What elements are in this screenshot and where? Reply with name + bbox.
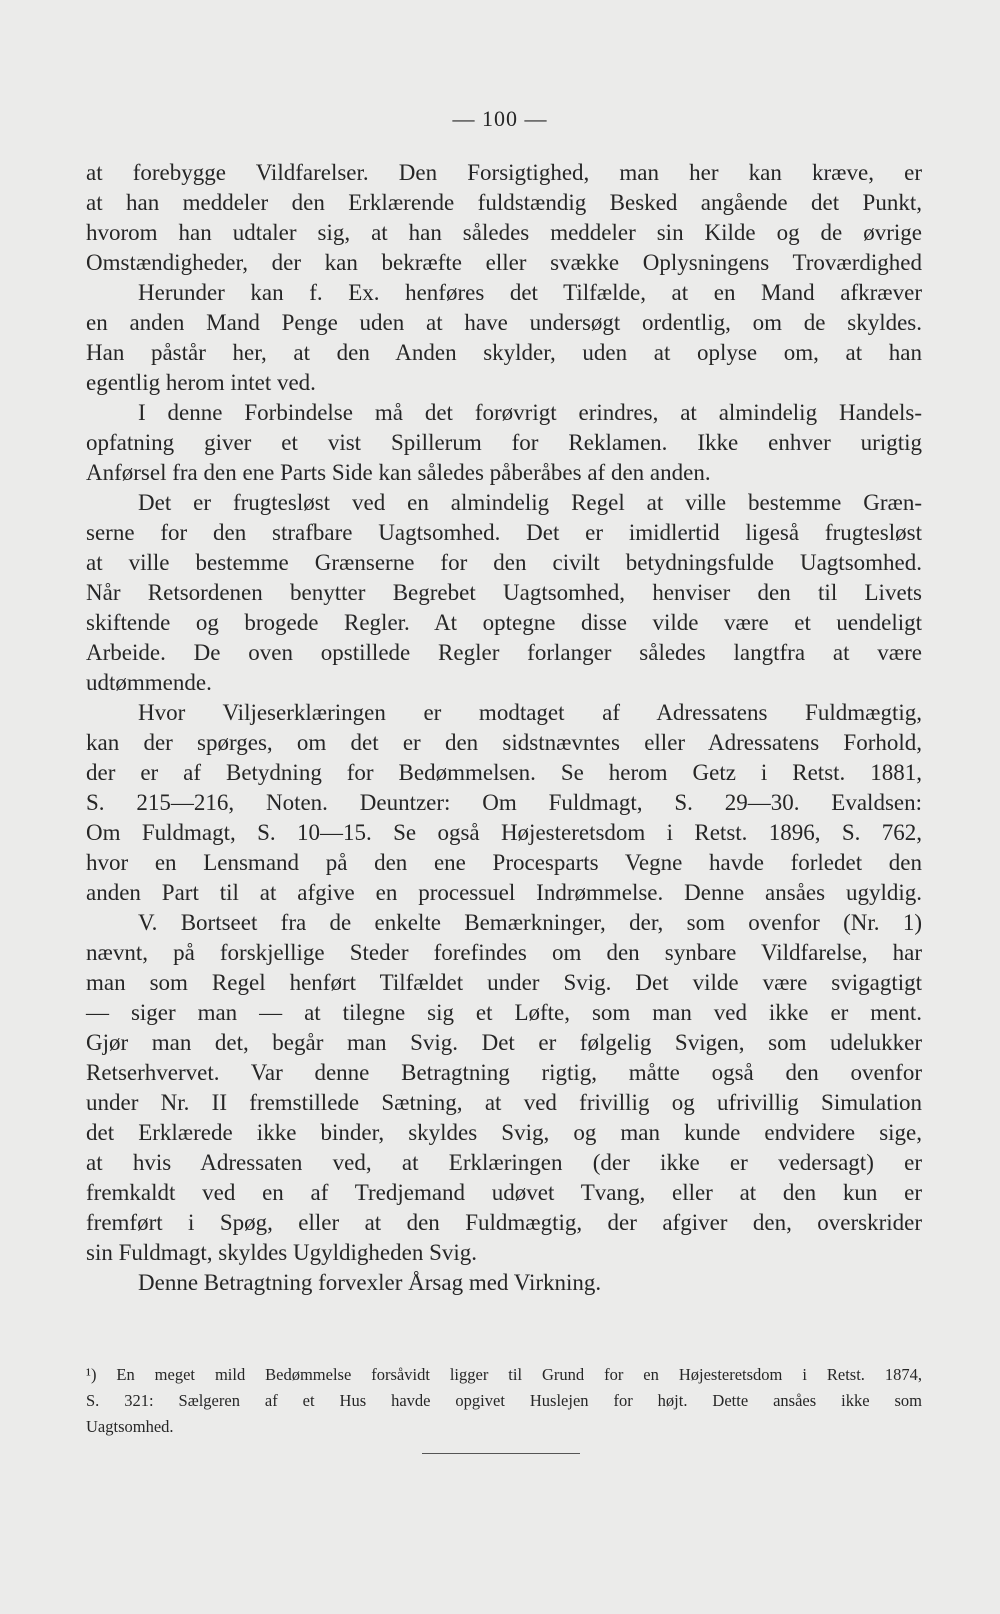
text-line: Omstændigheder, der kan bekræfte eller svække Oplysningens Troværdighed (86, 250, 922, 275)
text-line: fremført i Spøg, eller at den Fuldmægtig, der afgiver den, overskrider (86, 1210, 922, 1235)
text-line: I denne Forbindelse må det forøvrigt erindres, at almindelig Handels- (138, 400, 922, 425)
footnote-line: S. 321: Sælgeren af et Hus havde opgivet Huslejen for højt. Dette ansåes ikke som (86, 1391, 922, 1410)
page-number: — 100 — (452, 106, 548, 131)
text-line: skiftende og brogede Regler. At optegne disse vilde være et uendeligt (86, 610, 922, 635)
text-line: V. Bortseet fra de enkelte Bemærkninger, der, som ovenfor (Nr. 1) (138, 910, 922, 935)
text-line: en anden Mand Penge uden at have undersøgt ordentlig, om de skyldes. (86, 310, 922, 335)
text-line: fremkaldt ved en af Tredjemand udøvet Tvang, eller at den kun er (86, 1180, 922, 1205)
text-line: Herunder kan f. Ex. henføres det Tilfælde, at en Mand afkræver (138, 280, 922, 305)
text-line: — siger man — at tilegne sig et Løfte, som man ved ikke er ment. (86, 1000, 922, 1025)
text-line: opfatning giver et vist Spillerum for Reklamen. Ikke enhver urigtig (86, 430, 922, 455)
text-line: at han meddeler den Erklærende fuldstændig Besked angående det Punkt, (86, 190, 922, 215)
main-text (86, 158, 922, 1298)
text-line: hvorom han udtaler sig, at han således meddeler sin Kilde og de øvrige (86, 220, 922, 245)
text-line: Anførsel fra den ene Parts Side kan således påberåbes af den anden. (86, 460, 711, 485)
text-line: nævnt, på forskjellige Steder forefindes om den synbare Vildfarelse, har (86, 940, 922, 965)
text-line: egentlig herom intet ved. (86, 370, 316, 395)
text-line: Hvor Viljeserklæringen er modtaget af Adressatens Fuldmægtig, (138, 700, 922, 725)
text-line: Retserhvervet. Var denne Betragtning rigtig, måtte også den ovenfor (86, 1060, 922, 1085)
text-line: under Nr. II fremstillede Sætning, at ved frivillig og ufrivillig Simulation (86, 1090, 922, 1115)
bottom-rule (422, 1453, 580, 1454)
text-line: serne for den strafbare Uagtsomhed. Det er imidlertid ligeså frugtesløst (86, 520, 922, 545)
text-line: at hvis Adressaten ved, at Erklæringen (der ikke er vedersagt) er (86, 1150, 922, 1175)
text-line: Han påstår her, at den Anden skylder, uden at oplyse om, at han (86, 340, 922, 365)
text-line: kan der spørges, om det er den sidstnævntes eller Adressatens Forhold, (86, 730, 922, 755)
text-line: Arbeide. De oven opstillede Regler forlanger således langtfra at være (86, 640, 922, 665)
footnote-line: Uagtsomhed. (86, 1417, 174, 1436)
text-line: man som Regel henført Tilfældet under Svig. Det vilde være svigagtigt (86, 970, 922, 995)
text-line: Gjør man det, begår man Svig. Det er følgelig Svigen, som udelukker (86, 1030, 922, 1055)
text-line: der er af Betydning for Bedømmelsen. Se herom Getz i Retst. 1881, (86, 760, 922, 785)
footnote-line: ¹) En meget mild Bedømmelse forsåvidt ligger til Grund for en Højesteretsdom i Retst. 1874, (86, 1365, 922, 1384)
text-line: at ville bestemme Grænserne for den civilt betydningsfulde Uagtsomhed. (86, 550, 922, 575)
text-line: Når Retsordenen benytter Begrebet Uagtsomhed, henviser den til Livets (86, 580, 922, 605)
text-line: sin Fuldmagt, skyldes Ugyldigheden Svig. (86, 1240, 477, 1265)
text-line: det Erklærede ikke binder, skyldes Svig, og man kunde endvidere sige, (86, 1120, 922, 1145)
text-line: S. 215—216, Noten. Deuntzer: Om Fuldmagt, S. 29—30. Evaldsen: (86, 790, 922, 815)
text-line: Om Fuldmagt, S. 10—15. Se også Højesteretsdom i Retst. 1896, S. 762, (86, 820, 922, 845)
text-line: Det er frugtesløst ved en almindelig Regel at ville bestemme Græn- (138, 490, 922, 515)
text-line: udtømmende. (86, 670, 212, 695)
text-line: Denne Betragtning forvexler Årsag med Virkning. (138, 1270, 602, 1295)
footnote (86, 1362, 922, 1440)
text-line: anden Part til at afgive en processuel Indrømmelse. Denne ansåes ugyldig. (86, 880, 922, 905)
text-line: at forebygge Vildfarelser. Den Forsigtighed, man her kan kræve, er (86, 160, 922, 185)
text-line: hvor en Lensmand på den ene Procesparts Vegne havde forledet den (86, 850, 922, 875)
